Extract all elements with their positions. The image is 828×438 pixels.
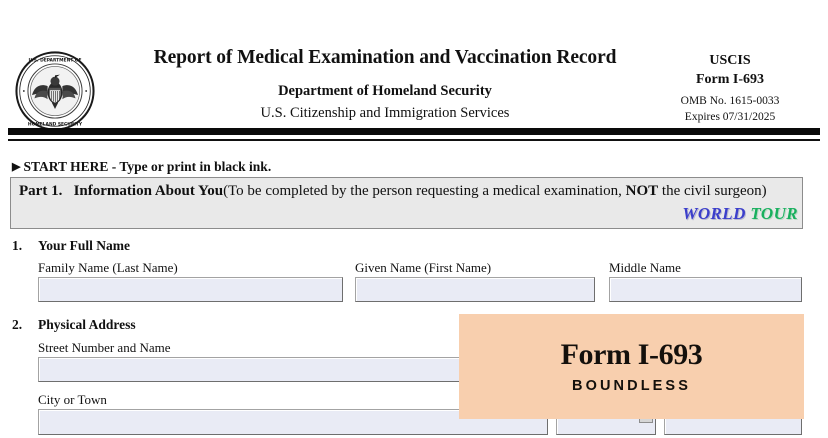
world-tour-watermark — [682, 202, 798, 227]
department-name: Department of Homeland Security — [278, 83, 492, 100]
overlay-title: Form I-693 — [560, 338, 703, 372]
triangle-bullet-icon: ▶ — [12, 161, 21, 173]
watermark-word-world: WORLD — [682, 204, 746, 224]
part1-paren-open: (To be completed by the person requesting a medical examination, — [223, 183, 626, 199]
agency-name: U.S. Citizenship and Immigration Services — [260, 105, 510, 122]
start-here-text: START HERE - Type or print in black ink. — [23, 159, 272, 174]
meta-omb-number: OMB No. 1615-0033 — [680, 94, 780, 107]
header-divider-thin — [8, 139, 820, 141]
label-middle-name: Middle Name — [609, 260, 681, 275]
page-title: Report of Medical Examination and Vaccination Record — [153, 47, 617, 68]
item-1-title: Your Full Name — [38, 238, 131, 253]
title-block — [120, 46, 650, 123]
label-given-name: Given Name (First Name) — [355, 260, 492, 275]
document-header — [0, 46, 828, 132]
svg-text:HOMELAND SECURITY: HOMELAND SECURITY — [27, 122, 83, 128]
item-1-number: 1. — [12, 238, 23, 253]
label-city-or-town: City or Town — [38, 392, 107, 407]
part1-banner — [10, 177, 803, 229]
dhs-seal-icon — [14, 50, 96, 132]
part1-label: Part 1. — [19, 183, 63, 199]
input-given-name[interactable] — [355, 277, 595, 302]
item-2-title: Physical Address — [38, 317, 136, 332]
svg-text:U.S. DEPARTMENT OF: U.S. DEPARTMENT OF — [28, 58, 82, 64]
item-2-number: 2. — [12, 317, 23, 332]
header-divider-thick — [8, 128, 820, 135]
part1-paren-close: the civil surgeon) — [658, 183, 767, 199]
meta-form-number: Form I-693 — [695, 71, 765, 87]
boundless-overlay-card — [459, 314, 804, 419]
input-family-name[interactable] — [38, 277, 343, 302]
meta-agency: USCIS — [709, 53, 751, 68]
label-family-name: Family Name (Last Name) — [38, 260, 178, 275]
part1-heading: Information About You — [73, 183, 224, 199]
start-here-instruction — [12, 159, 271, 175]
form-meta-block — [654, 52, 806, 126]
overlay-brand: BOUNDLESS — [572, 377, 691, 394]
label-street-number-and-name: Street Number and Name — [38, 340, 171, 355]
meta-expiration: Expires 07/31/2025 — [684, 111, 776, 124]
watermark-word-tour: TOUR — [750, 204, 798, 224]
input-middle-name[interactable] — [609, 277, 802, 302]
part1-emphasis: NOT — [625, 183, 659, 199]
